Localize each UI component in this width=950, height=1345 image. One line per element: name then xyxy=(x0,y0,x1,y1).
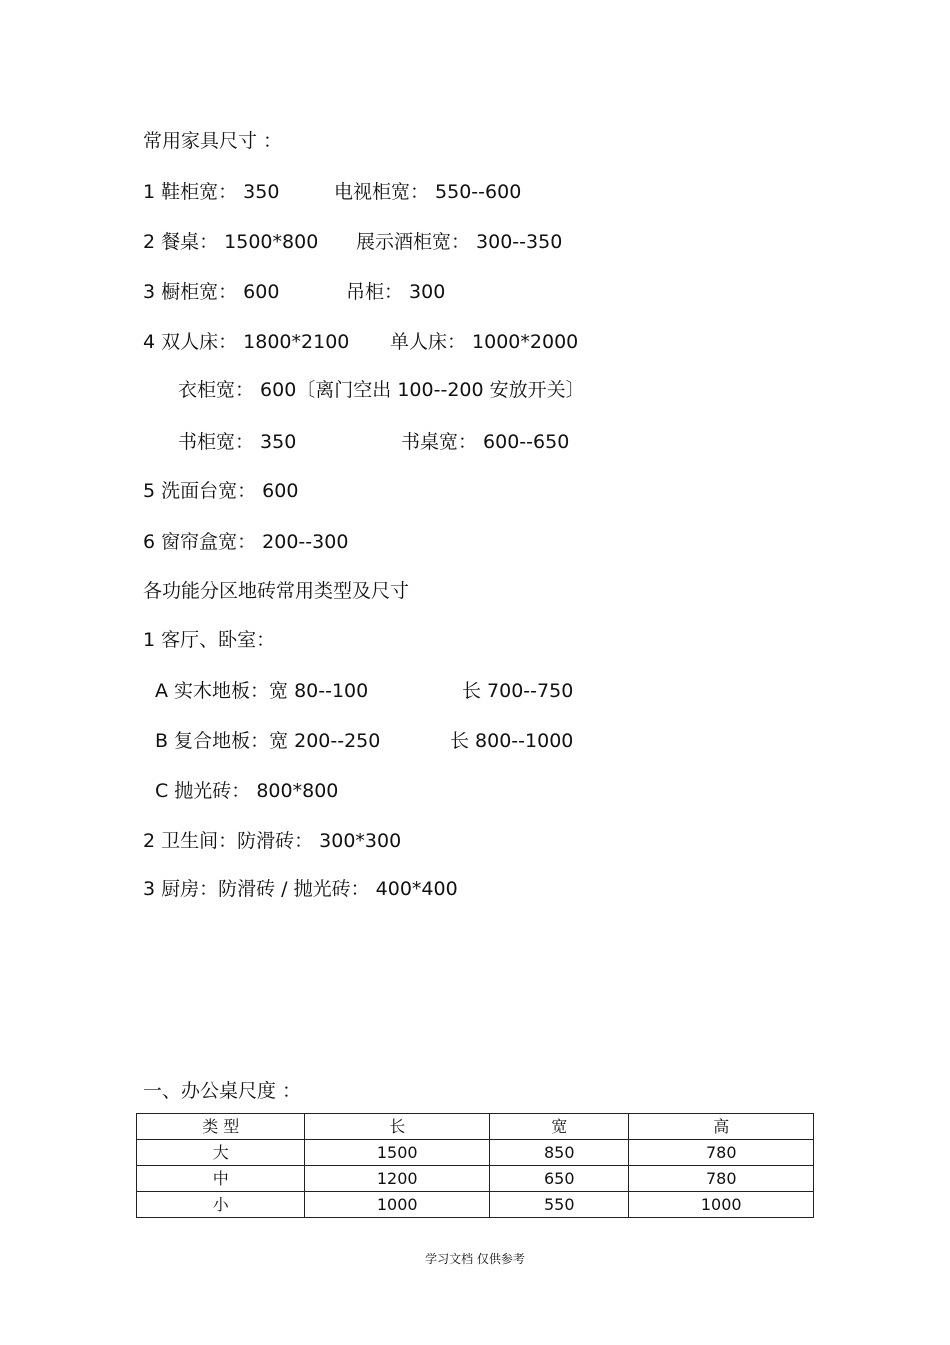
table-header-row xyxy=(137,1114,814,1140)
furniture-item: 6 窗帘盒宽： 200--300 xyxy=(143,531,349,553)
tiles-item: C 抛光砖： 800*800 xyxy=(155,780,339,802)
furniture-item: 5 洗面台宽： 600 xyxy=(143,480,299,502)
tiles-title: 各功能分区地砖常用类型及尺寸 xyxy=(143,580,410,602)
table-cell: 1000 xyxy=(629,1192,814,1218)
table-cell: 850 xyxy=(489,1140,629,1166)
column-header: 长 xyxy=(305,1114,490,1140)
column-header: 宽 xyxy=(489,1114,629,1140)
table-row xyxy=(137,1140,814,1166)
table-cell: 1200 xyxy=(305,1166,490,1192)
tiles-item: 2 卫生间：防滑砖： 300*300 xyxy=(143,830,402,852)
table-cell: 大 xyxy=(137,1140,305,1166)
furniture-item: 衣柜宽： 600〔离门空出 100--200 安放开关〕 xyxy=(178,379,585,401)
table-cell: 550 xyxy=(489,1192,629,1218)
table-cell: 中 xyxy=(137,1166,305,1192)
table-row xyxy=(137,1166,814,1192)
column-header: 类 型 xyxy=(137,1114,305,1140)
table-cell: 650 xyxy=(489,1166,629,1192)
table-cell: 1000 xyxy=(305,1192,490,1218)
table-row xyxy=(137,1192,814,1218)
desk-size-table xyxy=(136,1113,814,1218)
tiles-item: 1 客厅、卧室： xyxy=(143,629,276,651)
tiles-item: 3 厨房：防滑砖 / 抛光砖： 400*400 xyxy=(143,878,458,900)
furniture-title: 常用家具尺寸 ： xyxy=(143,130,283,152)
table-cell: 小 xyxy=(137,1192,305,1218)
table-cell: 780 xyxy=(629,1166,814,1192)
column-header: 高 xyxy=(629,1114,814,1140)
page-footer: 学习文档 仅供参考 xyxy=(425,1252,525,1266)
table-cell: 780 xyxy=(629,1140,814,1166)
table-cell: 1500 xyxy=(305,1140,490,1166)
desk-title: 一、办公桌尺度 ： xyxy=(143,1080,302,1102)
